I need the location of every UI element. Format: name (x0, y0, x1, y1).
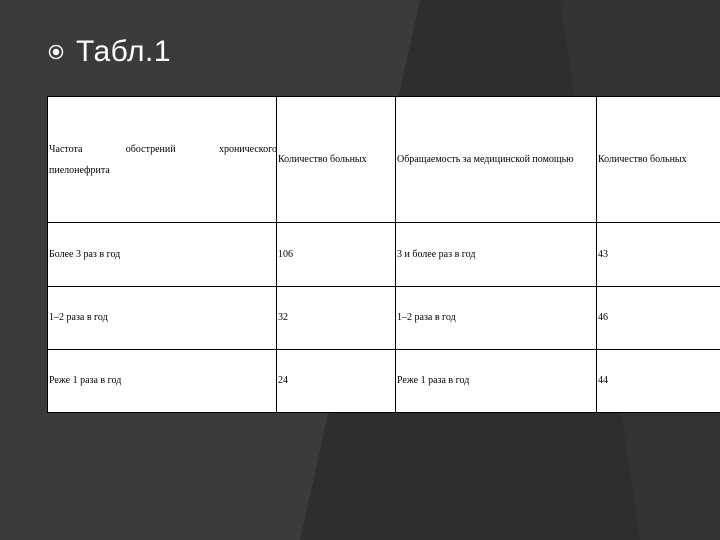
cell-count-a: 106 (277, 223, 396, 286)
cell-count-b: 44 (597, 349, 720, 412)
header-frequency-word-3: хронического (218, 144, 277, 155)
table-row (48, 223, 720, 286)
header-frequency (48, 97, 277, 223)
cell-count-a: 24 (277, 349, 396, 412)
header-count-a: Количество больных (277, 97, 396, 223)
header-frequency-word-1: Частота (49, 144, 83, 155)
data-table (47, 96, 720, 413)
cell-appeal: 1–2 раза в год (396, 286, 597, 349)
header-frequency-word-2: обострений (125, 144, 176, 155)
table-header-row (48, 97, 720, 223)
table-row (48, 349, 720, 412)
cell-appeal: 3 и более раз в год (396, 223, 597, 286)
cell-count-b: 46 (597, 286, 720, 349)
header-appeal: Обращаемость за медицинской помощью (396, 97, 597, 223)
cell-frequency: 1–2 раза в год (48, 286, 277, 349)
cell-count-a: 32 (277, 286, 396, 349)
slide-title: Табл.1 (76, 35, 172, 68)
slide-title-row (48, 30, 171, 74)
cell-frequency: Реже 1 раза в год (48, 349, 277, 412)
cell-frequency: Более 3 раз в год (48, 223, 277, 286)
circle-bullet-icon (48, 44, 64, 60)
header-frequency-line-2: пиелонефрита (49, 165, 110, 176)
cell-appeal: Реже 1 раза в год (396, 349, 597, 412)
table-row (48, 286, 720, 349)
header-count-b: Количество больных (597, 97, 720, 223)
cell-count-b: 43 (597, 223, 720, 286)
